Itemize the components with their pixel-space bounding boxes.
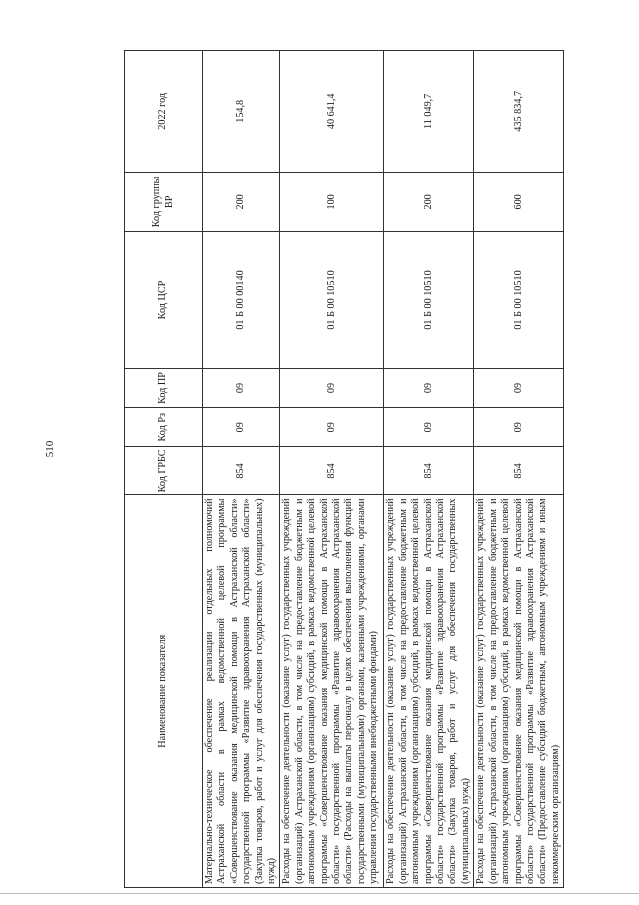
header-year: 2022 год: [125, 51, 203, 173]
cell-rz: 09: [280, 408, 384, 447]
cell-pr: 09: [203, 368, 280, 407]
cell-vr: 600: [474, 172, 564, 232]
cell-vr: 200: [384, 172, 474, 232]
cell-value: 154,8: [203, 51, 280, 173]
cell-value: 40 641,4: [280, 51, 384, 173]
cell-name: Расходы на обеспечение деятельности (оказание услуг) государственных учреждений (организаций) Астраханской области, в том числе на предоставление бюджетным и автономным учреждениям (организациям) субсидий, в рамках ведомственной целевой программы «Совершенствование оказания медицинской помощи в Астраханской области» государственной программы «Развитие здравоохранения Астраханской области» (Предоставление субсидий бюджетным, автономным учреждениям и иным некоммерческим организациям): [474, 495, 564, 888]
cell-grbs: 854: [474, 447, 564, 495]
header-vr: Код группы ВР: [125, 172, 203, 232]
header-rz: Код Рз: [125, 408, 203, 447]
cell-csr: 01 Б 00 10510: [384, 232, 474, 369]
cell-grbs: 854: [280, 447, 384, 495]
header-name: Наименование показателя: [125, 495, 203, 888]
page-number: 510: [44, 440, 56, 458]
cell-name: Расходы на обеспечение деятельности (оказание услуг) государственных учреждений (организаций) Астраханской области, в том числе на предоставление бюджетным и автономным учреждениям (организациям) субсидий, в рамках ведомственной целевой программы «Совершенствование оказания медицинской помощи в Астраханской области» государственной программы «Развитие здравоохранения Астраханской области» (Расходы на выплаты персоналу в целях обеспечения выполнения функций государственными (муниципальными) органами, казенными учреждениями, органами управления государственными внебюджетными фондами): [280, 495, 384, 888]
cell-pr: 09: [280, 368, 384, 407]
header-csr: Код ЦСР: [125, 232, 203, 369]
cell-grbs: 854: [203, 447, 280, 495]
table-header-row: [125, 51, 203, 888]
budget-table: [124, 50, 564, 888]
cell-rz: 09: [474, 408, 564, 447]
header-pr: Код ПР: [125, 368, 203, 407]
cell-csr: 01 Б 00 10510: [474, 232, 564, 369]
cell-csr: 01 Б 00 10510: [280, 232, 384, 369]
cell-value: 11 049,7: [384, 51, 474, 173]
cell-vr: 200: [203, 172, 280, 232]
page-bottom-divider: [0, 893, 639, 894]
cell-grbs: 854: [384, 447, 474, 495]
cell-pr: 09: [384, 368, 474, 407]
cell-value: 435 834,7: [474, 51, 564, 173]
cell-csr: 01 Б 00 00140: [203, 232, 280, 369]
cell-name: Расходы на обеспечение деятельности (оказание услуг) государственных учреждений (организаций) Астраханской области, в том числе на предоставление бюджетным и автономным учреждениям (организациям) субсидий, в рамках ведомственной целевой программы «Совершенствование оказания медицинской помощи в Астраханской области» государственной программы «Развитие здравоохранения Астраханской области» (Закупка товаров, работ и услуг для обеспечения государственных (муниципальных) нужд): [384, 495, 474, 888]
header-grbs: Код ГРБС: [125, 447, 203, 495]
cell-name: Материально-техническое обеспечение реализации отдельных полномочий Астраханской области в рамках ведомственной целевой программы «Совершенствование оказания медицинской помощи в Астраханской области» государственной программы «Развитие здравоохранения Астраханской области» (Закупка товаров, работ и услуг для обеспечения государственных (муниципальных) нужд): [203, 495, 280, 888]
rotated-table-container: [124, 50, 561, 888]
cell-rz: 09: [384, 408, 474, 447]
table-row: [474, 51, 564, 888]
table-row: [280, 51, 384, 888]
table-row: [203, 51, 280, 888]
cell-vr: 100: [280, 172, 384, 232]
cell-rz: 09: [203, 408, 280, 447]
cell-pr: 09: [474, 368, 564, 407]
table-row: [384, 51, 474, 888]
